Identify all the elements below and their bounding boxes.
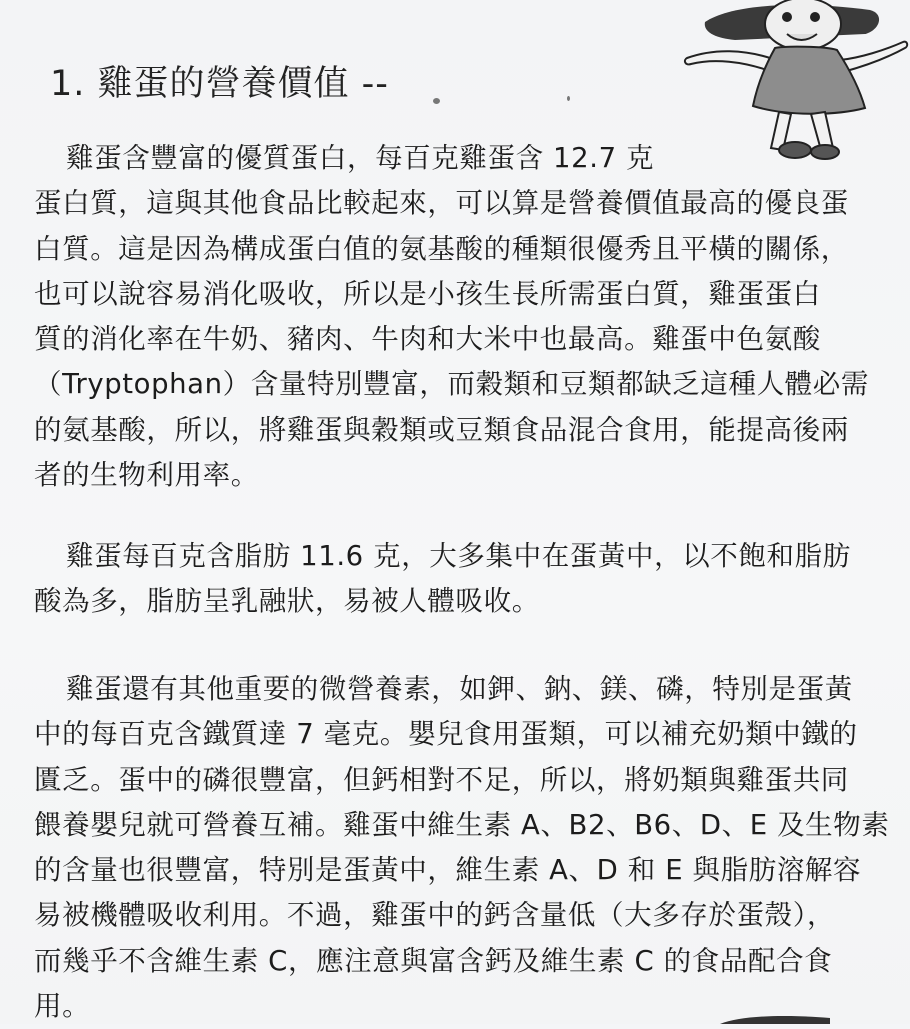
paragraph-line: 雞蛋每百克含脂肪 11.6 克，大多集中在蛋黃中，以不飽和脂肪 [66, 540, 851, 572]
paragraph-line: 白質。這是因為構成蛋白值的氨基酸的種類很優秀且平橫的關係， [34, 232, 849, 265]
paragraph-line: 的含量也很豐富，特別是蛋黃中，維生素 A、D 和 E 與脂肪溶解容 [34, 854, 862, 887]
paragraph-line: 也可以說容易消化吸收，所以是小孩生長所需蛋白質，雞蛋蛋白 [34, 277, 821, 310]
paragraph-line: 匱乏。蛋中的磷很豐富，但鈣相對不足，所以，將奶類與雞蛋共同 [34, 763, 849, 796]
scan-speck [567, 96, 570, 101]
paragraph-line: 者的生物利用率。 [34, 459, 259, 492]
girl-left-eye [782, 12, 792, 22]
paragraph-line: 用。 [34, 990, 91, 1023]
paragraph-line: 中的每百克含鐵質達 7 毫克。嬰兒食用蛋類，可以補充奶類中鐵的 [34, 718, 858, 751]
paragraph-protein [34, 136, 884, 498]
paragraph-line: 雞蛋含豐富的優質蛋白，每百克雞蛋含 12.7 克 [66, 142, 655, 174]
section-heading: 1. 雞蛋的營養價值 -- [50, 64, 389, 104]
paragraph-line: 蛋白質，這與其他食品比較起來，可以算是營養價值最高的優良蛋 [34, 187, 849, 220]
girl-right-arm [840, 42, 907, 72]
girl-right-eye [810, 12, 820, 22]
paragraph-line: 而幾乎不含維生素 C，應注意與富含鈣及維生素 C 的食品配合食 [34, 944, 833, 977]
scan-speck [433, 98, 440, 104]
girl-left-arm [685, 51, 770, 70]
paragraph-micronutrients [34, 667, 890, 1029]
paragraph-line: 質的消化率在牛奶、豬肉、牛肉和大米中也最高。雞蛋中色氨酸 [34, 323, 821, 356]
paragraph-line: 雞蛋還有其他重要的微營養素，如鉀、鈉、鎂、磷，特別是蛋黃 [66, 673, 853, 705]
paragraph-line: 餵養嬰兒就可營養互補。雞蛋中維生素 A、B2、B6、D、E 及生物素 [34, 808, 890, 841]
paragraph-fat [34, 534, 884, 625]
paragraph-line: 酸為多，脂肪呈乳融狀，易被人體吸收。 [34, 585, 540, 618]
girl-dress [753, 47, 865, 114]
paragraph-line: 易被機體吸收利用。不過，雞蛋中的鈣含量低（大多存於蛋殼）， [34, 899, 836, 932]
paragraph-line: 的氨基酸，所以，將雞蛋與穀類或豆類食品混合食用，能提高後兩 [34, 413, 849, 446]
bottom-edge-mark [720, 1012, 830, 1024]
girl-face [765, 0, 841, 50]
paragraph-line: （Tryptophan）含量特別豐富，而穀類和豆類都缺乏這種人體必需 [34, 368, 869, 401]
